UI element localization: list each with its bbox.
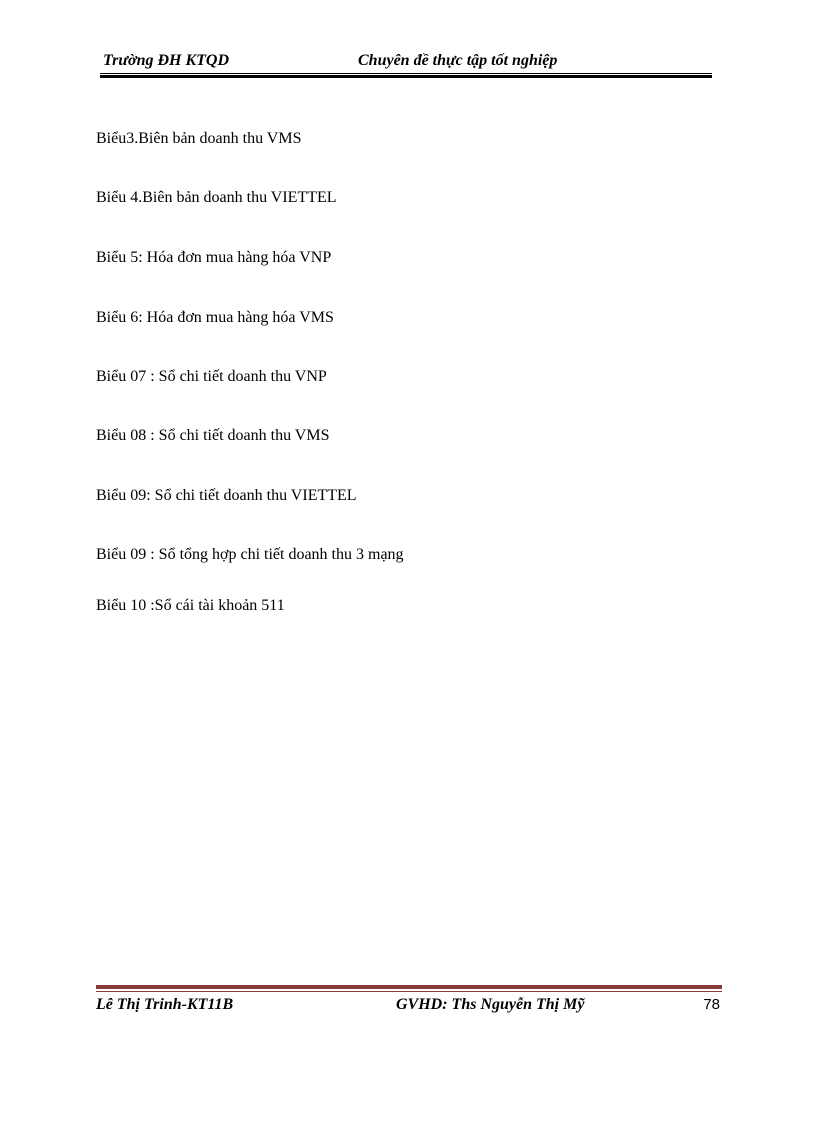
- list-item: Biểu 5: Hóa đơn mua hàng hóa VNP: [96, 249, 332, 266]
- footer-advisor: GVHD: Ths Nguyễn Thị Mỹ: [396, 996, 585, 1013]
- page-footer: [96, 996, 722, 1018]
- footer-rule-thick: [96, 985, 722, 989]
- header-rule-thin: [100, 73, 712, 74]
- header-rule: [100, 73, 712, 79]
- footer-rule: [96, 985, 722, 993]
- list-item: Biểu 09: Sổ chi tiết doanh thu VIETTEL: [96, 487, 357, 504]
- list-item: Biểu 09 : Sổ tổng hợp chi tiết doanh thu 3 mạng: [96, 546, 404, 563]
- footer-author: Lê Thị Trinh-KT11B: [96, 996, 234, 1013]
- list-item: Biểu 6: Hóa đơn mua hàng hóa VMS: [96, 309, 334, 326]
- header-rule-thick: [100, 75, 712, 78]
- list-item: Biểu 4.Biên bản doanh thu VIETTEL: [96, 189, 337, 206]
- list-item: Biểu 10 :Sổ cái tài khoản 511: [96, 597, 285, 614]
- footer-rule-thin: [96, 991, 722, 992]
- header-school: Trường ĐH KTQD: [103, 52, 230, 69]
- header-title: Chuyên đề thực tập tốt nghiệp: [358, 52, 558, 69]
- list-item: Biểu 07 : Sổ chi tiết doanh thu VNP: [96, 368, 327, 385]
- list-item: Biểu3.Biên bản doanh thu VMS: [96, 130, 302, 147]
- list-item: Biểu 08 : Sổ chi tiết doanh thu VMS: [96, 427, 330, 444]
- page-number: 78: [703, 996, 720, 1013]
- page-header: [100, 52, 712, 74]
